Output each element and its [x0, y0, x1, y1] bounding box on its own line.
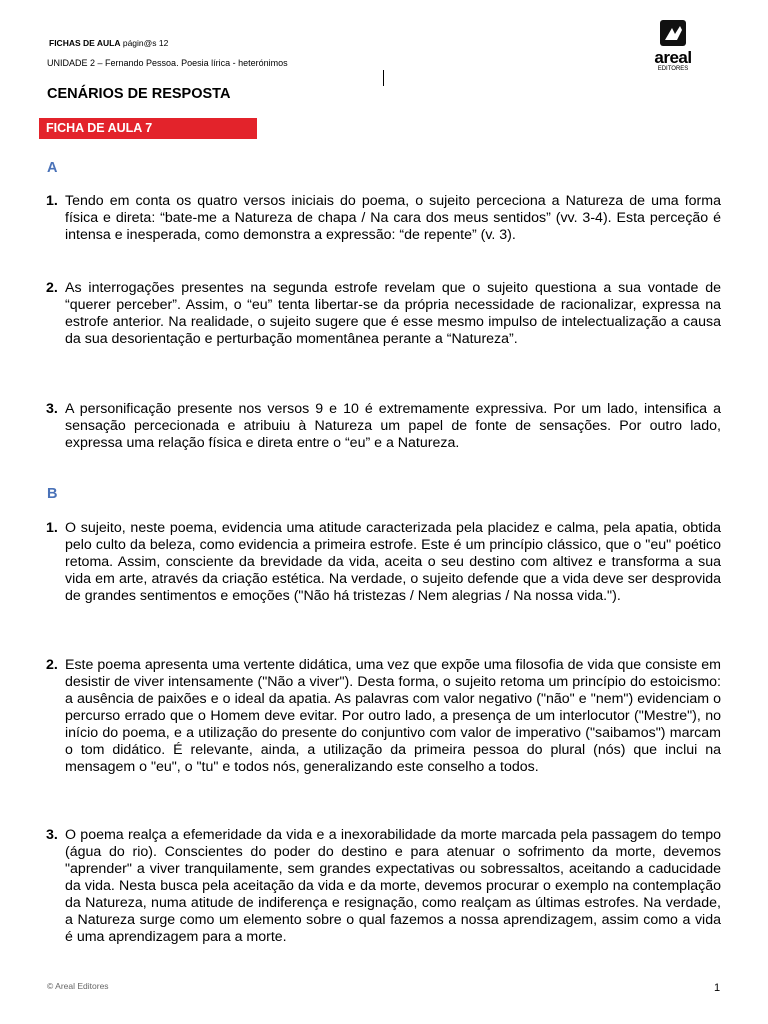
logo-subtitle: EDITORES — [657, 66, 689, 72]
answer-number: 3. — [46, 401, 58, 417]
answer-b1 — [46, 520, 721, 605]
page-title: CENÁRIOS DE RESPOSTA — [47, 86, 231, 102]
answer-number: 2. — [46, 280, 58, 296]
answer-number: 3. — [46, 827, 58, 843]
logo-wordmark: areal — [654, 48, 692, 67]
answer-b3 — [46, 827, 721, 946]
header-series — [49, 38, 168, 48]
answer-text: O sujeito, neste poema, evidencia uma atitude caracterizada pela placidez e calma, pela apatia, obtida pelo culto da beleza, como evidencia a primeira estrofe. Este é um princípio clássico, que o "eu" poético retoma. Assim, consciente da brevidade da vida, aceita o seu destino com altivez e transforma a sua vida em arte, através da criação estética. Na verdade, o sujeito defende que a vida deve ser desprovida de grandes sentimentos e emoções ("Não há tristezas / Nem alegrias / Na nossa vida."). — [65, 520, 721, 604]
section-a-label: A — [47, 160, 58, 176]
text-cursor — [383, 70, 384, 86]
unit-label: UNIDADE 2 – Fernando Pessoa. Poesia lírica - heterónimos — [47, 58, 288, 68]
answer-b2 — [46, 657, 721, 776]
answer-a3 — [46, 401, 721, 452]
answer-text: O poema realça a efemeridade da vida e a inexorabilidade da morte marcada pela passagem do tempo (água do rio). Conscientes do poder do destino e para atenuar o sofrimento da morte, devemos "aprender" a viver tranquilamente, sem grandes expectativas ou sobressaltos, aceitando a caducidade da vida. Nesta busca pela aceitação da vida e da morte, devemos procurar o exemplo na contemplação da Natureza, numa atitude de indiferença e resignação, como realçam as últimas estrofes. Na verdade, a Natureza surge como um elemento sobre o qual fazemos a nossa aprendizagem, assim como a vida é uma aprendizagem para a morte. — [65, 827, 721, 945]
answer-number: 2. — [46, 657, 58, 673]
footer-copyright: © Areal Editores — [47, 981, 109, 991]
answer-text: Tendo em conta os quatro versos iniciais do poema, o sujeito perceciona a Natureza de uma forma física e direta: “bate-me a Natureza de chapa / Na cara dos meus sentidos” (vv. 3-4). Esta perceção é intensa e inesperada, como demonstra a expressão: “de repente” (v. 3). — [65, 193, 721, 243]
answer-a2 — [46, 280, 721, 348]
answer-number: 1. — [46, 520, 58, 536]
section-b-label: B — [47, 486, 58, 502]
answer-a1 — [46, 193, 721, 244]
answer-text: A personificação presente nos versos 9 e 10 é extremamente expressiva. Por um lado, intensifica a sensação percecionada e atribuiu à Natureza um papel de fonte de sensações. Por outro lado, expressa uma relação física e direta entre o “eu” e a Natureza. — [65, 401, 721, 451]
page-ref: págin@s 12 — [122, 38, 169, 48]
answer-number: 1. — [46, 193, 58, 209]
publisher-logo — [642, 18, 704, 74]
series-label: FICHAS DE AULA — [49, 38, 121, 48]
page-number: 1 — [714, 982, 721, 994]
ficha-banner: FICHA DE AULA 7 — [39, 118, 257, 139]
logo-mark-icon — [642, 18, 704, 48]
answer-text: As interrogações presentes na segunda estrofe revelam que o sujeito questiona a sua vontade de “querer perceber”. Assim, o “eu” tenta libertar-se da própria necessidade de racionalizar, expressa na estrofe anterior. Na realidade, o sujeito sugere que é esse mesmo impulso de intelectualização a causa da sua desorientação e perturbação momentânea perante a “Natureza”. — [65, 280, 721, 347]
answer-text: Este poema apresenta uma vertente didática, uma vez que expõe uma filosofia de vida que consiste em desistir de viver intensamente ("Não a viver"). Desta forma, o sujeito retoma um princípio do estoicismo: a ausência de paixões e o ideal da apatia. As palavras com valor negativo ("não" e "nem") evidenciam o percurso errado que o Homem deve evitar. Por outro lado, a presença de um interlocutor ("Mestre"), no início do poema, e a utilização do presente do conjuntivo com valor de imperativo ("saibamos") marcam o tom didático. É relevante, ainda, a utilização da primeira pessoa do plural (nós) que inclui na mensagem o "eu", o "tu" e todos nós, generalizando este conselho a todos. — [65, 657, 721, 775]
